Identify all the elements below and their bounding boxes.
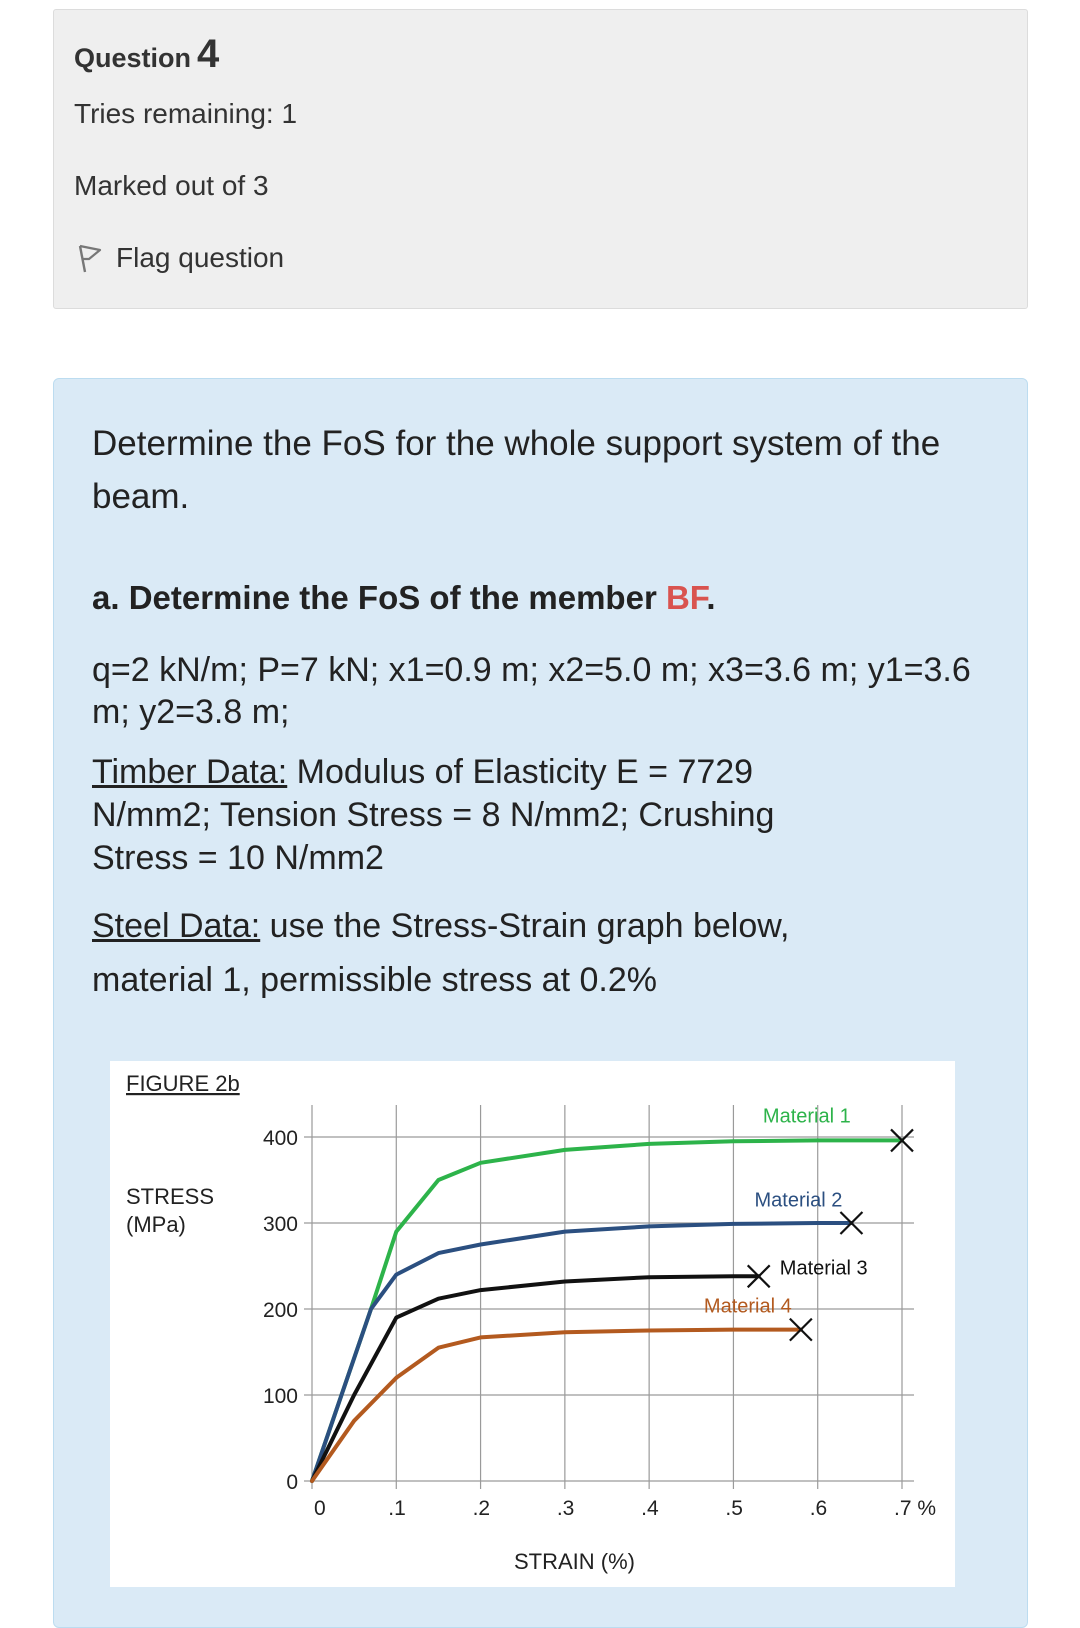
steel-label: Steel Data: [92,907,261,945]
x-tick-label: .1 [388,1497,406,1520]
stress-strain-figure [110,1061,955,1587]
series-label: Material 4 [703,1295,792,1318]
y-tick-label: 300 [262,1213,298,1236]
marked-out-of: Marked out of 3 [74,170,269,201]
steel-text: use the Stress-Strain graph below, material 1, permissible stress at 0.2% [92,907,790,999]
stress-strain-chart [110,1061,955,1587]
x-tick-label: .3 [556,1497,575,1520]
question-number: 4 [197,32,220,76]
y-tick-label: 100 [262,1385,298,1408]
x-tick-label: .4 [641,1497,659,1520]
series-label: Material 2 [754,1189,843,1212]
x-tick-label: 0 [314,1497,326,1520]
tries-remaining: Tries remaining: 1 [74,98,298,129]
y-tick-label: 200 [262,1299,298,1322]
timber-label: Timber Data: [92,753,288,791]
part-a-heading [92,579,715,617]
flag-icon [76,242,102,274]
y-tick-label: 400 [262,1127,298,1150]
series-line-material-3 [312,1276,759,1481]
y-axis-label-line2: (MPa) [126,1212,186,1237]
timber-data [92,751,852,880]
series-line-material-4 [312,1330,801,1481]
flag-question-link[interactable] [76,242,284,274]
part-a-prefix: a. Determine the FoS of the member [92,579,666,616]
question-label: Question [74,43,192,73]
load-values: q=2 kN/m; P=7 kN; x1=0.9 m; x2=5.0 m; x3=3.6 m; y1=3.6 m; y2=3.8 m; [92,651,971,731]
series-line-material-2 [312,1223,851,1481]
x-tick-label: .2 [472,1497,491,1520]
x-axis-label: STRAIN (%) [514,1549,635,1574]
figure-title: FIGURE 2b [126,1071,240,1096]
y-tick-label: 0 [286,1471,298,1494]
question-info-panel [53,9,1028,309]
question-content [53,378,1028,1628]
steel-data [92,899,872,1007]
series-label: Material 1 [762,1105,851,1128]
x-tick-label: .7 % [894,1497,937,1520]
timber-text: Modulus of Elasticity E = 7729 N/mm2; Tension Stress = 8 N/mm2; Crushing Stress = 10 N/mm2 [92,753,775,877]
part-a-suffix: . [706,579,716,616]
x-tick-label: .5 [725,1497,743,1520]
question-title [74,32,219,77]
intro-text: Determine the FoS for the whole support system of the beam. [92,424,941,516]
flag-question-label: Flag question [116,242,285,273]
y-axis-label-line1: STRESS [126,1184,215,1209]
member-name: BF [665,579,707,616]
x-tick-label: .6 [809,1497,828,1520]
series-label: Material 3 [779,1257,868,1280]
